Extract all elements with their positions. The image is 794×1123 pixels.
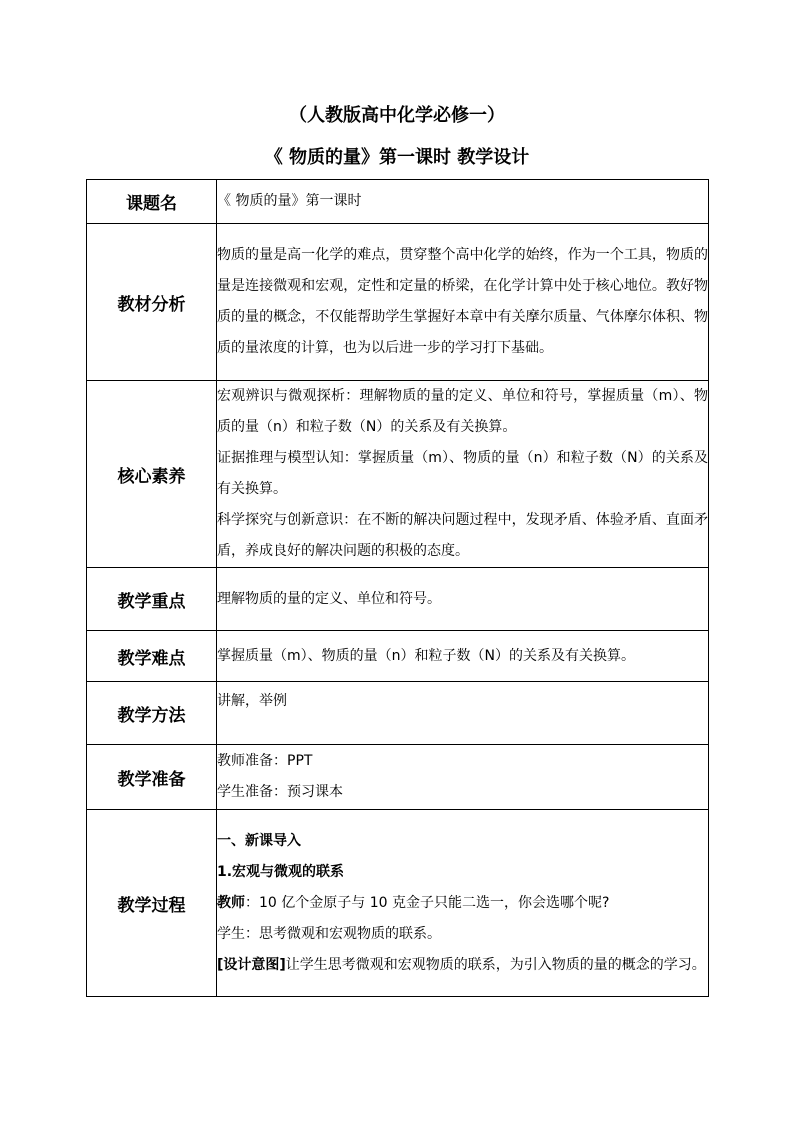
row-key-points <box>87 568 709 631</box>
process-label: 教学过程 <box>87 810 217 997</box>
difficulties-value: 掌握质量（m）、物质的量（n）和粒子数（N）的关系及有关换算。 <box>217 631 709 682</box>
methods-value: 讲解，举例 <box>217 682 709 745</box>
row-literacy <box>87 381 709 568</box>
edition-heading: （人教版高中化学必修一） <box>289 105 505 126</box>
row-process <box>87 810 709 997</box>
literacy-inquiry: 科学探究与创新意识：在不断的解决问题过程中，发现矛盾、体验矛盾、直面矛盾，养成良好的解决问题的积极的态度。 <box>217 512 708 559</box>
literacy-macro-micro: 宏观辨识与微观探析：理解物质的量的定义、单位和符号，掌握质量（m）、物质的量（n）和粒子数（N）的关系及有关换算。 <box>217 388 708 435</box>
analysis-value: 物质的量是高一化学的难点，贯穿整个高中化学的始终，作为一个工具，物质的量是连接微观和宏观，定性和定量的桥梁，在化学计算中处于核心地位。教好物质的量的概念，不仅能帮助学生掌握好本章中有关摩尔质量、气体摩尔体积、物质的量浓度的计算，也为以后进一步的学习打下基础。 <box>217 224 709 381</box>
row-preparation <box>87 745 709 810</box>
preparation-label: 教学准备 <box>87 745 217 810</box>
row-analysis <box>87 224 709 381</box>
process-intent-line <box>217 950 708 981</box>
design-intent-label: [设计意图] <box>217 956 286 973</box>
literacy-label: 核心素养 <box>87 381 217 568</box>
lesson-plan-table <box>86 179 709 997</box>
difficulties-label: 教学难点 <box>87 631 217 682</box>
process-subsection-heading: 1.宏观与微观的联系 <box>217 863 345 880</box>
student-preparation: 学生准备：预习课本 <box>217 784 343 800</box>
key-points-value: 理解物质的量的定义、单位和符号。 <box>217 568 709 631</box>
process-teacher-line <box>217 888 708 919</box>
literacy-value <box>217 381 709 568</box>
teacher-speech: ：10 亿个金原子与 10 克金子只能二选一，你会选哪个呢? <box>245 894 610 911</box>
topic-value: 《 物质的量》第一课时 <box>217 180 709 224</box>
teacher-speaker-label: 教师 <box>217 894 245 911</box>
process-value <box>217 810 709 997</box>
teacher-preparation: 教师准备：PPT <box>217 753 313 769</box>
design-intent-text: 让学生思考微观和宏观物质的联系，为引入物质的量的概念的学习。 <box>285 956 706 973</box>
methods-label: 教学方法 <box>87 682 217 745</box>
row-methods <box>87 682 709 745</box>
key-points-label: 教学重点 <box>87 568 217 631</box>
page-title: 《 物质的量》第一课时 教学设计 <box>264 147 530 168</box>
row-difficulties <box>87 631 709 682</box>
process-student-line: 学生：思考微观和宏观物质的联系。 <box>217 925 441 942</box>
row-topic <box>87 180 709 224</box>
analysis-label: 教材分析 <box>87 224 217 381</box>
process-section-heading: 一、新课导入 <box>217 832 301 849</box>
topic-label: 课题名 <box>87 180 217 224</box>
preparation-value <box>217 745 709 810</box>
literacy-evidence: 证据推理与模型认知：掌握质量（m）、物质的量（n）和粒子数（N）的关系及有关换算。 <box>217 450 708 497</box>
